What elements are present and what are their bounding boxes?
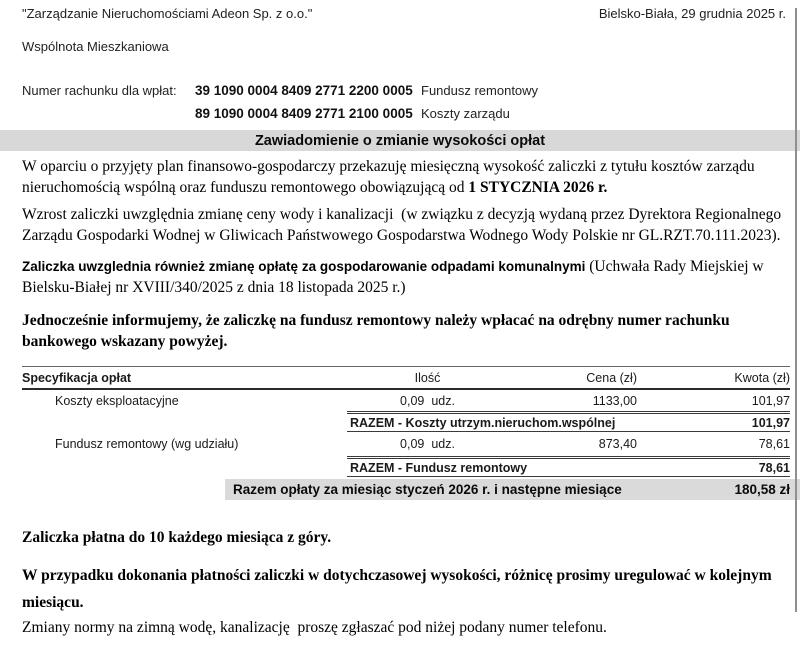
notice-title-bar xyxy=(0,130,800,151)
column-amount: Kwota (zł) xyxy=(734,371,790,385)
subtotal-label: RAZEM - Fundusz remontowy xyxy=(350,460,528,475)
effective-date: 1 STYCZNIA 2026 r. xyxy=(468,179,608,196)
paragraph-zmiany-normy: Zmiany normy na zimną wodę, kanalizację proszę zgłaszać pod niżej podany numer telefonu. xyxy=(22,619,607,636)
paragraph-roznica: W przypadku dokonania płatności zaliczki w dotychczasowej wysokości, różnicę prosimy uregulować w kolejnym miesiącu. xyxy=(22,567,776,611)
community-name: Wspólnota Mieszkaniowa xyxy=(22,39,169,54)
subtotal-label: RAZEM - Koszty utrzym.nieruchom.wspólnej xyxy=(350,415,616,430)
paragraph-plan-finansowy xyxy=(22,156,788,198)
row-amount: 78,61 xyxy=(758,437,790,451)
bank-accounts-block xyxy=(22,79,800,125)
row-price: 1133,00 xyxy=(592,393,637,408)
account-number-zarzad: 89 1090 0004 8409 2771 2100 0005 xyxy=(195,106,413,121)
accounts-label: Numer rachunku dla wpłat: xyxy=(22,83,177,98)
fees-table xyxy=(22,366,790,500)
account-name-zarzad: Koszty zarządu xyxy=(421,106,510,121)
total-row xyxy=(225,479,800,500)
column-spec: Specyfikacja opłat xyxy=(22,371,132,385)
table-row-koszty-eksploatacyjne xyxy=(22,390,790,411)
row-amount: 101,97 xyxy=(751,393,790,408)
subtotal-amount: 101,97 xyxy=(751,415,790,430)
total-amount: 180,58 zł xyxy=(734,482,790,497)
document-header xyxy=(0,0,800,22)
page-frame-right-border xyxy=(795,8,797,612)
column-price: Cena (zł) xyxy=(586,371,637,385)
total-label: Razem opłaty za miesiąc styczeń 2026 r. i następne miesiące xyxy=(233,482,622,497)
fees-table-header xyxy=(22,366,790,390)
account-number-remont: 39 1090 0004 8409 2771 2200 0005 xyxy=(195,83,413,98)
row-qty: 0,09 udz. xyxy=(400,437,455,451)
row-label: Koszty eksploatacyjne xyxy=(55,393,179,408)
paragraph-odpady-rest: (Uchwała Rady Miejskiej w Bielsku-Białej nr XVIII/340/2025 z dnia 18 listopada 2025 r.) xyxy=(22,258,768,296)
table-row-fundusz-remontowy xyxy=(22,432,790,456)
paragraph-odpady-komunalne xyxy=(22,256,788,298)
subtotal-fundusz-remontowy xyxy=(347,456,790,477)
subtotal-koszty-utrzymania xyxy=(347,411,790,432)
column-qty: Ilość xyxy=(414,371,441,385)
row-price: 873,40 xyxy=(598,437,637,451)
accounts-label-spacer xyxy=(22,102,195,125)
row-label: Fundusz remontowy (wg udziału) xyxy=(55,437,239,451)
notice-title: Zawiadomienie o zmianie wysokości opłat xyxy=(254,132,546,149)
paragraph-wzrost-zaliczki: Wzrost zaliczki uwzględnia zmianę ceny wody i kanalizacji (w związku z decyzją wydaną przez Dyrektora Regionalnego Zarządu Gospodarki Wodnej w Gliwicach Państwowego Gospodarstwa Wodnego Wody Polskie nr GL.RZT.70.111.2023). xyxy=(22,206,786,244)
paragraph-odpady-bold: Zaliczka uwzglednia również zmianę opłatę za gospodarowanie odpadami komunalnymi xyxy=(22,259,586,274)
row-qty: 0,09 udz. xyxy=(400,393,455,408)
account-name-remont: Fundusz remontowy xyxy=(421,83,539,98)
city-and-date: Bielsko-Biała, 29 grudnia 2025 r. xyxy=(598,6,786,21)
subtotal-amount: 78,61 xyxy=(758,460,790,475)
paragraph-fundusz-wplaty: Jednocześnie informujemy, że zaliczkę na fundusz remontowy należy wpłacać na odrębny numer rachunku bankowego wskazany powyżej. xyxy=(22,312,734,350)
paragraph-termin-platnosci: Zaliczka płatna do 10 każdego miesiąca z góry. xyxy=(22,529,332,546)
paragraph-plan-finansowy-text: W oparciu o przyjęty plan finansowo-gospodarczy przekazuję miesięczną wysokość zaliczki z tytułu kosztów zarządu nieruchomością wspólną oraz funduszu remontowego obowiązującą od xyxy=(22,158,759,196)
company-name: "Zarządzanie Nieruchomościami Adeon Sp. z o.o." xyxy=(22,6,313,21)
